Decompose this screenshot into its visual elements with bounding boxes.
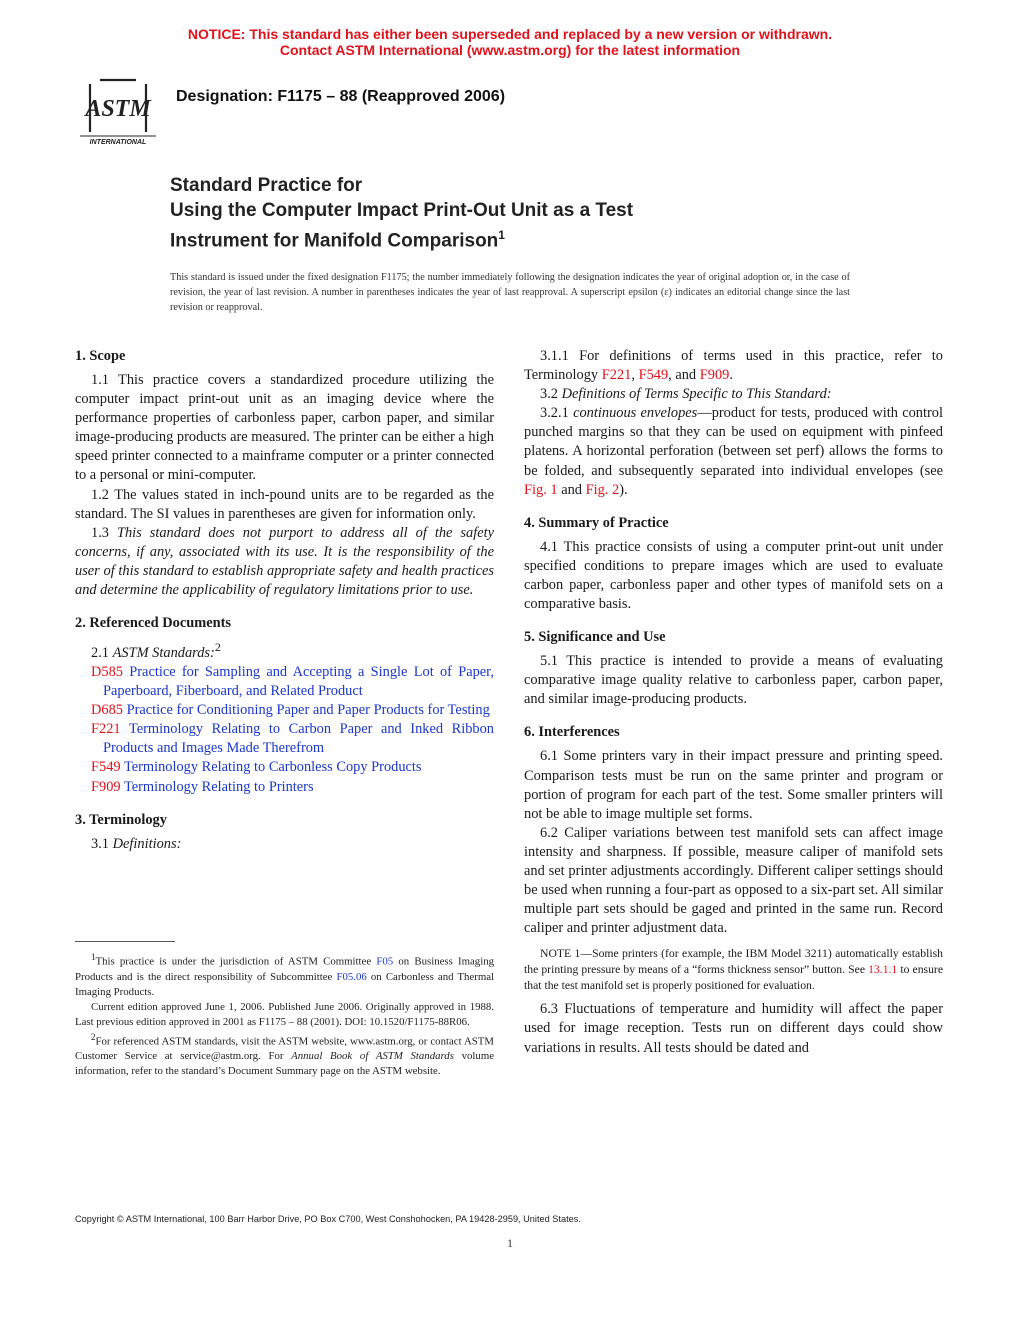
fig-2-link[interactable]: Fig. 2: [585, 481, 620, 498]
title-line-2: Instrument for Manifold Comparison$^1$: [170, 228, 505, 252]
right-column: [524, 347, 943, 1058]
section-1-heading: 1. Scope: [75, 348, 126, 364]
section-5-heading: 5. Significance and Use: [524, 629, 666, 646]
para-1-2: 1.2 The values stated in inch-pound units are to be regarded as the standard. The SI values in parentheses are given for information only.: [75, 486, 494, 522]
notice-line-2: Contact ASTM International (www.astm.org) for the latest information: [279, 42, 741, 58]
para-6-2: 6.2 Caliper variations between test manifold sets can affect image intensity and sharpness. If possible, measure caliper of manifold sets and set printer adjustments accordingly. Different caliper settings should be used when running a four-part as opposed to a six-part set. All similar multiple part sets should be gaged and printed in the same run. Record caliper and printer adjustment data.: [524, 824, 943, 937]
f549-link[interactable]: F549: [638, 367, 669, 384]
note-1: NOTE 1—Some printers (for example, the IBM Model 3211) automatically establish the printing pressure by means of a “forms thickness sensor” button. See 13.1.1 to ensure that the test manifold set is properly positioned for evaluation.: [524, 947, 944, 993]
footnote-divider: [75, 941, 175, 942]
issuance-statement: This standard is issued under the fixed designation F1175; the number immediately following the designation indicates the year of original adoption or, in the case of revision, the year of last revision. A number in parentheses indicates the year of last reapproval. A superscript epsilon (ε) indicates an editorial change since the last revision or reapproval.: [170, 272, 850, 313]
section-13-1-1-link[interactable]: 13.1.1: [868, 963, 898, 977]
para-6-3: 6.3 Fluctuations of temperature and humidity will affect the paper used for image reception. Tests run on different days could show variations in results. All tests should be dated and: [524, 1001, 943, 1056]
title-prefix: Standard Practice for: [170, 175, 363, 196]
para-3-2-1: 3.2.1 continuous envelopes—product for tests, produced with control punched margins so that they can be used on equipment with pinfeed platens. A horizontal perforation (between set perf) allows the forms to be folded, and subsequently separated into individual envelopes (see Fig. 1 and Fig. 2).: [524, 405, 943, 498]
committee-link[interactable]: F05: [376, 955, 394, 968]
designation: Designation: F1175 – 88 (Reapproved 2006): [176, 88, 506, 105]
subcommittee-link[interactable]: F05.06: [336, 970, 367, 983]
notice-line-1: NOTICE: This standard has either been superseded and replaced by a new version or withdrawn.: [187, 26, 833, 42]
para-3-1-1: 3.1.1 For definitions of terms used in this practice, refer to Terminology F221, F549, and F909.: [524, 348, 943, 384]
para-1-1: 1.1 This practice covers a standardized procedure utilizing the computer impact print-out unit as an imaging device where the performance properties of carbonless paper, carbon paper, and similar image-producing products are measured. The printer can be either a high speed printer connected to a mainframe computer or a printer connected to a personal or mini-computer.: [75, 372, 494, 484]
f221-link[interactable]: F221: [601, 367, 632, 384]
footnote-1: $^1$This practice is under the jurisdiction of ASTM Committee F05 on Business Imaging Products and is the direct responsibility of Subcommittee F05.06 on Carbonless and Thermal Imaging Products.: [75, 952, 495, 998]
para-4-1: 4.1 This practice consists of using a computer print-out unit under specified conditions to prepare images which are used to evaluate carbon paper, carbonless paper and other types of manifold sets on a comparative basis.: [524, 538, 943, 613]
ref-item[interactable]: F221 Terminology Relating to Carbon Paper and Inked Ribbon Products and Images Made Therefrom: [91, 721, 494, 757]
para-2-1: 2.1 ASTM Standards:$^2$: [91, 640, 221, 661]
copyright: Copyright © ASTM International, 100 Barr Harbor Drive, PO Box C700, West Conshohocken, PA 19428-2959, United States.: [75, 1214, 581, 1224]
logo-text: ASTM: [85, 96, 151, 122]
para-3-1: 3.1 Definitions:: [91, 835, 182, 852]
section-3-heading: 3. Terminology: [75, 811, 167, 828]
withdrawn-notice: [0, 26, 1020, 58]
section-6-heading: 6. Interferences: [524, 724, 620, 741]
logo-subtext: INTERNATIONAL: [89, 139, 147, 146]
para-3-2: 3.2 Definitions of Terms Specific to This Standard:: [540, 386, 832, 403]
ref-item[interactable]: D685 Practice for Conditioning Paper and Paper Products for Testing: [91, 702, 490, 719]
page-number: 1: [507, 1236, 513, 1250]
ref-item[interactable]: F549 Terminology Relating to Carbonless Copy Products: [91, 759, 422, 776]
footnote-2: $^2$For referenced ASTM standards, visit the ASTM website, www.astm.org, or contact ASTM Customer Service at service@astm.org. For Annual Book of ASTM Standards volume information, refer to the standard’s Document Summary page on the ASTM website.: [75, 1031, 495, 1078]
left-column: [75, 347, 494, 854]
title-line-1: Using the Computer Impact Print-Out Unit as a Test: [170, 200, 634, 221]
section-2-heading: 2. Referenced Documents: [75, 615, 231, 632]
footnote-1-edition: Current edition approved June 1, 2006. Published June 2006. Originally approved in 1988. Last previous edition approved in 2001 as F1175 – 88 (2001). DOI: 10.1520/F1175-88R06.: [75, 1000, 494, 1028]
astm-logo-icon: [76, 76, 160, 146]
ref-item[interactable]: D585 Practice for Sampling and Accepting a Single Lot of Paper, Paperboard, Fiberboard, and Related Product: [91, 664, 494, 700]
para-6-1: 6.1 Some printers vary in their impact pressure and printing speed. Comparison tests must be run on the same printer and program or portion of program for each part of the test. Some smaller printers will not be able to image multiple set forms.: [524, 748, 943, 822]
title-footnote-mark[interactable]: 1: [498, 228, 505, 242]
footnotes: [75, 950, 494, 1079]
para-5-1: 5.1 This practice is intended to provide a means of evaluating comparative image quality relative to carbonless paper, carbon paper, and similar image-producing products.: [524, 653, 943, 708]
ref-item[interactable]: F909 Terminology Relating to Printers: [91, 778, 314, 795]
fig-1-link[interactable]: Fig. 1: [524, 481, 558, 498]
para-1-3: 1.3 This standard does not purport to address all of the safety concerns, if any, associated with its use. It is the responsibility of the user of this standard to establish appropriate safety and health practices and determine the applicability of regulatory limitations prior to use.: [75, 524, 494, 599]
document-title: [170, 174, 633, 253]
f909-link[interactable]: F909: [699, 367, 730, 384]
section-4-heading: 4. Summary of Practice: [524, 514, 669, 531]
